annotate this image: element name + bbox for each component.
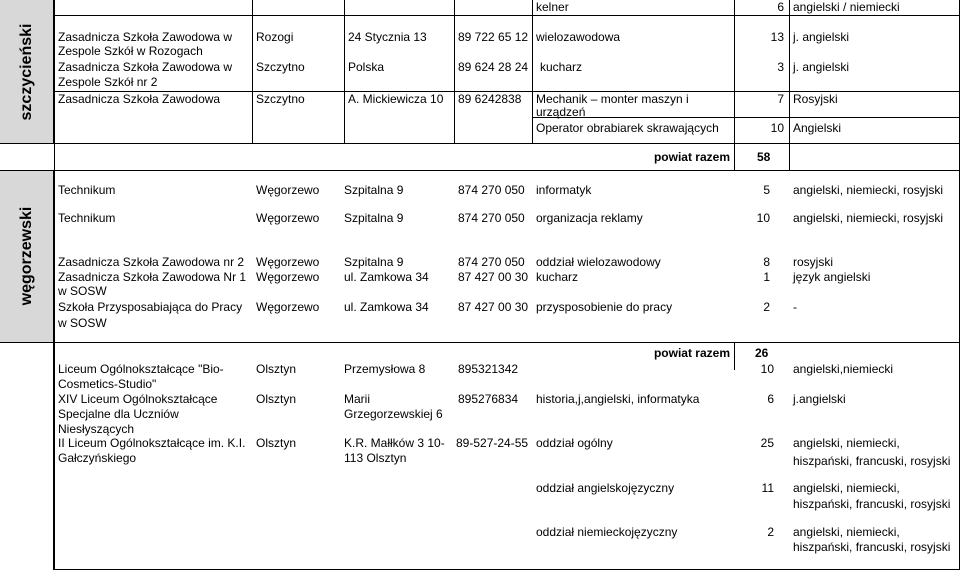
cell-lang: angielski / niemiecki xyxy=(793,0,900,14)
cell-lang: rosyjski xyxy=(793,255,834,269)
total-value: 58 xyxy=(757,150,771,164)
cell-school: Zasadnicza Szkoła Zawodowa nr 2 xyxy=(58,255,245,269)
grid-line xyxy=(54,0,55,570)
cell-town: Olsztyn xyxy=(256,392,297,406)
cell-job: wielozawodowa xyxy=(536,30,621,44)
cell-school: Liceum Ogólnokształcące "Bio- xyxy=(58,362,224,376)
cell-phone: 874 270 050 xyxy=(458,183,525,197)
cell-street: Szpitalna 9 xyxy=(344,211,404,225)
cell-job: oddział wielozawodowy xyxy=(536,255,661,269)
cell-phone: 895321342 xyxy=(458,362,519,376)
grid-line xyxy=(454,0,455,143)
grid-line xyxy=(532,117,959,118)
cell-count: 3 xyxy=(777,60,784,74)
cell-lang: język angielski xyxy=(793,270,871,284)
cell-count: 10 xyxy=(756,211,770,225)
cell-job: kucharz xyxy=(536,270,579,284)
cell-count: 5 xyxy=(763,183,770,197)
cell-lang: angielski, niemiecki, xyxy=(793,436,900,450)
cell-phone: 874 270 050 xyxy=(458,255,525,269)
district-label-olsztyn xyxy=(0,342,54,570)
cell-town: Węgorzewo xyxy=(256,255,320,269)
cell-count: 7 xyxy=(777,92,784,106)
cell-job: Mechanik – monter maszyn i xyxy=(536,92,689,106)
cell-street: K.R. Małłków 3 10- xyxy=(344,436,445,450)
cell-school: w SOSW xyxy=(58,284,107,298)
cell-street: Marii xyxy=(344,392,370,406)
cell-town: Szczytno xyxy=(256,60,305,74)
grid-line xyxy=(532,0,533,143)
grid-line xyxy=(344,0,345,143)
cell-lang: angielski,niemiecki xyxy=(793,362,894,376)
cell-lang: j. angielski xyxy=(793,30,850,44)
cell-school: XIV Liceum Ogólnokształcące xyxy=(58,392,218,406)
total-label: powiat razem xyxy=(653,150,730,164)
cell-count: 6 xyxy=(767,392,774,406)
cell-job: urządzeń xyxy=(536,105,586,119)
cell-lang: angielski, niemiecki, rosyjski xyxy=(793,183,944,197)
cell-lang: angielski, niemiecki, xyxy=(793,481,900,495)
cell-street: Szpitalna 9 xyxy=(344,183,404,197)
district-label-szczycienski xyxy=(0,0,54,143)
cell-phone: 895276834 xyxy=(458,392,519,406)
district-label-wegorzewski xyxy=(0,170,54,342)
cell-job: przysposobienie do pracy xyxy=(536,300,673,314)
cell-lang: Rosyjski xyxy=(793,92,838,106)
cell-school: w SOSW xyxy=(58,316,107,330)
cell-street: A. Mickiewicza 10 xyxy=(348,92,444,106)
cell-lang: - xyxy=(793,300,797,314)
cell-school: Zasadnicza Szkoła Zawodowa xyxy=(58,92,221,106)
cell-phone: 89-527-24-55 xyxy=(456,436,529,450)
cell-count: 6 xyxy=(777,0,784,14)
grid-line xyxy=(0,143,960,144)
district-name: szczycieński xyxy=(17,23,35,120)
cell-job: organizacja reklamy xyxy=(536,211,643,225)
cell-school: Specjalne dla Uczniów xyxy=(58,407,179,421)
cell-lang: angielski, niemiecki, rosyjski xyxy=(793,211,944,225)
cell-phone: 87 427 00 30 xyxy=(458,300,529,314)
cell-count: 2 xyxy=(767,525,774,539)
cell-count: 11 xyxy=(761,481,774,495)
cell-school: Zasadnicza Szkoła Zawodowa Nr 1 xyxy=(58,270,247,284)
cell-school: II Liceum Ogólnokształcące im. K.I. xyxy=(58,436,246,450)
cell-school: Technikum xyxy=(58,211,116,225)
grid-line xyxy=(252,0,253,143)
cell-count: 25 xyxy=(760,436,774,450)
cell-job: oddział ogólny xyxy=(536,436,613,450)
cell-job: oddział angielskojęzyczny xyxy=(536,481,675,495)
cell-count: 13 xyxy=(770,30,784,44)
cell-count: 10 xyxy=(770,121,784,135)
cell-job: Operator obrabiarek skrawających xyxy=(536,121,719,135)
cell-street: ul. Zamkowa 34 xyxy=(344,300,429,314)
cell-street: ul. Zamkowa 34 xyxy=(344,270,429,284)
cell-lang: angielski, niemiecki, xyxy=(793,525,900,539)
grid-line xyxy=(789,0,790,170)
cell-count: 10 xyxy=(760,362,774,376)
grid-line xyxy=(0,342,960,343)
cell-job: kelner xyxy=(536,0,569,14)
cell-street: 24 Stycznia 13 xyxy=(348,30,427,44)
cell-job: historia,j,angielski, informatyka xyxy=(536,392,700,406)
cell-count: 8 xyxy=(763,255,770,269)
cell-job: oddział niemieckojęzyczny xyxy=(536,525,678,539)
cell-town: Węgorzewo xyxy=(256,211,320,225)
total-label: powiat razem xyxy=(653,346,730,360)
cell-school: Zespole Szkół w Rozogach xyxy=(58,44,203,58)
grid-line xyxy=(0,170,960,171)
cell-phone: 87 427 00 30 xyxy=(458,270,529,284)
cell-town: Węgorzewo xyxy=(256,183,320,197)
cell-town: Szczytno xyxy=(256,92,305,106)
cell-street: Polska xyxy=(348,60,385,74)
cell-school: Zespole Szkół nr 2 xyxy=(58,75,158,89)
grid-line xyxy=(54,15,959,16)
cell-count: 2 xyxy=(763,300,770,314)
cell-town: Olsztyn xyxy=(256,362,297,376)
cell-lang: hiszpański, francuski, rosyjski xyxy=(793,497,951,511)
cell-street: Przemysłowa 8 xyxy=(344,362,426,376)
cell-lang: j. angielski xyxy=(793,60,850,74)
total-value: 26 xyxy=(755,346,769,360)
cell-street: Szpitalna 9 xyxy=(344,255,404,269)
cell-phone: 89 722 65 12 xyxy=(458,30,529,44)
cell-job: informatyk xyxy=(536,183,592,197)
cell-lang: hiszpański, francuski, rosyjski xyxy=(793,540,951,554)
cell-lang: Angielski xyxy=(793,121,842,135)
cell-lang: j.angielski xyxy=(793,392,846,406)
district-name: węgorzewski xyxy=(17,206,35,306)
cell-school: Gałczyńskiego xyxy=(58,451,137,465)
cell-town: Rozogi xyxy=(256,30,294,44)
grid-line xyxy=(734,0,735,170)
cell-phone: 89 6242838 xyxy=(458,92,522,106)
cell-phone: 89 624 28 24 xyxy=(458,60,529,74)
cell-town: Węgorzewo xyxy=(256,300,320,314)
cell-town: Olsztyn xyxy=(256,436,297,450)
cell-count: 1 xyxy=(763,270,770,284)
cell-phone: 874 270 050 xyxy=(458,211,525,225)
cell-lang: hiszpański, francuski, rosyjski xyxy=(793,454,951,468)
cell-street: Grzegorzewskiej 6 xyxy=(344,407,443,421)
cell-school: Niesłyszących xyxy=(58,422,135,436)
cell-school: Szkoła Przysposabiająca do Pracy xyxy=(58,300,243,314)
cell-school: Zasadnicza Szkoła Zawodowa w xyxy=(58,30,233,44)
cell-school: Cosmetics-Studio" xyxy=(58,377,157,391)
cell-school: Technikum xyxy=(58,183,116,197)
cell-street: 113 Olsztyn xyxy=(344,451,407,465)
cell-job: kucharz xyxy=(540,60,583,74)
cell-school: Zasadnicza Szkoła Zawodowa w xyxy=(58,60,233,74)
cell-town: Węgorzewo xyxy=(256,270,320,284)
